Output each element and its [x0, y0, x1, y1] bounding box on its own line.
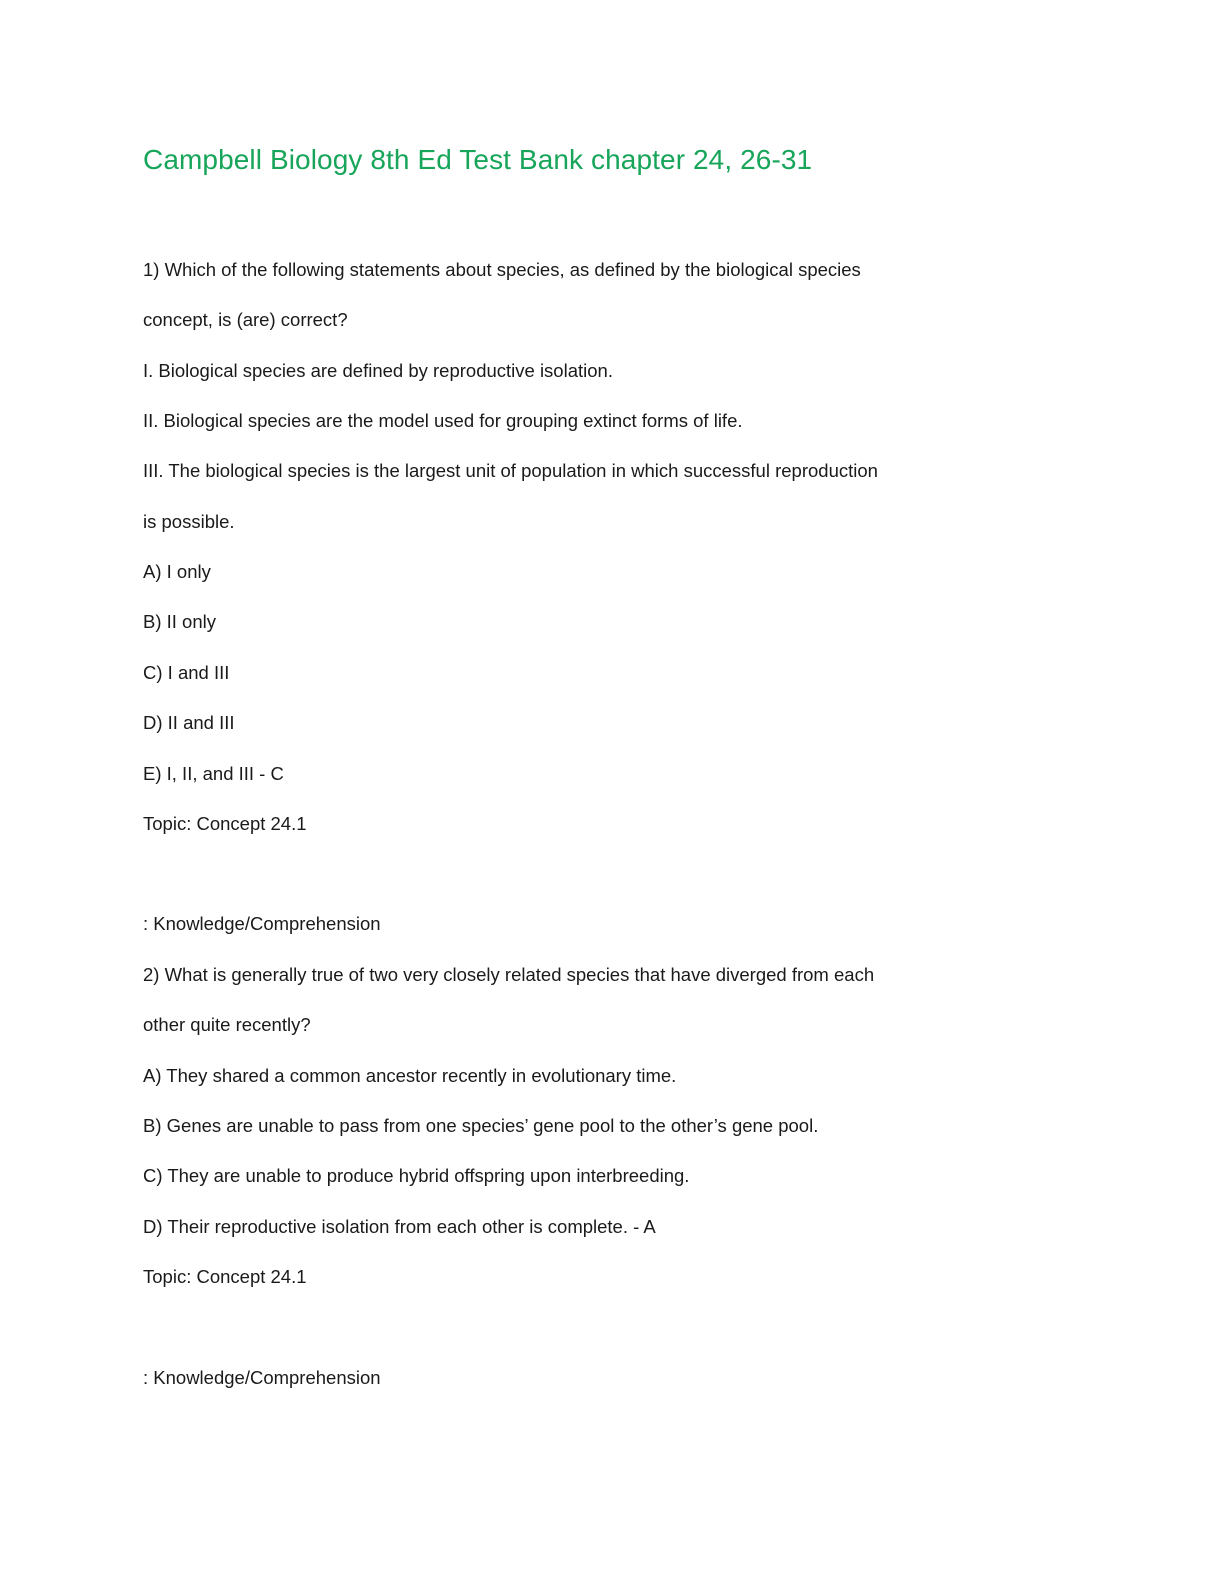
- question-1-statement-3-cont: is possible.: [143, 511, 235, 532]
- question-1-statement-2: II. Biological species are the model used for grouping extinct forms of life.: [143, 410, 743, 431]
- question-1-stem-line-2: concept, is (are) correct?: [143, 309, 348, 330]
- question-2-option-a: A) They shared a common ancestor recently in evolutionary time.: [143, 1065, 677, 1086]
- question-2-skill: : Knowledge/Comprehension: [143, 1367, 381, 1388]
- question-1-stem-line-1: 1) Which of the following statements about species, as defined by the biological species: [143, 259, 861, 280]
- question-2-option-b: B) Genes are unable to pass from one species’ gene pool to the other’s gene pool.: [143, 1115, 819, 1136]
- question-1-option-c: C) I and III: [143, 662, 230, 683]
- question-1-option-b: B) II only: [143, 611, 216, 632]
- question-1-option-a: A) I only: [143, 561, 211, 582]
- question-2-option-c: C) They are unable to produce hybrid offspring upon interbreeding.: [143, 1165, 690, 1186]
- question-1-option-e: E) I, II, and III - C: [143, 763, 284, 784]
- document-title: Campbell Biology 8th Ed Test Bank chapter 24, 26-31: [143, 144, 813, 175]
- question-1-skill: : Knowledge/Comprehension: [143, 913, 381, 934]
- question-2-stem-line-1: 2) What is generally true of two very closely related species that have diverged from each: [143, 964, 875, 985]
- question-1-topic: Topic: Concept 24.1: [143, 813, 307, 834]
- question-1-option-d: D) II and III: [143, 712, 235, 733]
- question-2-stem-line-2: other quite recently?: [143, 1014, 311, 1035]
- question-1-statement-3: III. The biological species is the largest unit of population in which successful reproduction: [143, 460, 878, 481]
- question-2-topic: Topic: Concept 24.1: [143, 1266, 307, 1287]
- question-2-option-d: D) Their reproductive isolation from each other is complete. - A: [143, 1216, 656, 1237]
- question-1-statement-1: I. Biological species are defined by reproductive isolation.: [143, 360, 613, 381]
